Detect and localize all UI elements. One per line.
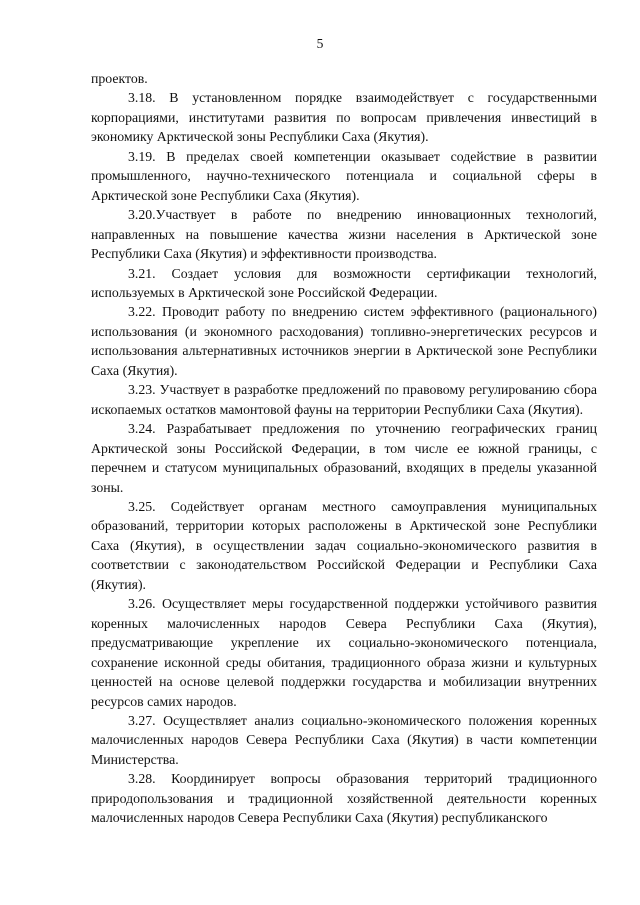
paragraph-3-18: 3.18. В установленном порядке взаимодействует с государственными корпорациями, институтами развития по вопросам привлечения инвестиций в экономику Арктической зоны Республики Саха (Якутия). bbox=[91, 90, 597, 145]
paragraph-3-28: 3.28. Координирует вопросы образования территорий традиционного природопользования и традиционной хозяйственной деятельности коренных малочисленных народов Севера Республики Саха (Якутия) республиканского bbox=[91, 771, 597, 826]
document-body bbox=[91, 69, 597, 828]
paragraph-3-21: 3.21. Создает условия для возможности сертификации технологий, используемых в Арктической зоне Российской Федерации. bbox=[91, 265, 597, 300]
paragraph-3-26: 3.26. Осуществляет меры государственной поддержки устойчивого развития коренных малочисленных народов Севера Республики Саха (Якутия), предусматривающие укрепление их социально-экономического потенциала, сохранение исконной среды обитания, традиционного образа жизни и культурных ценностей на основе целевой поддержки государства и мобилизации внутренних ресурсов самих народов. bbox=[91, 596, 597, 709]
paragraph-3-22: 3.22. Проводит работу по внедрению систем эффективного (рационального) использования (и экономного расходования) топливно-энергетических ресурсов и использования альтернативных источников энергии в Арктической зоне Республики Саха (Якутия). bbox=[91, 304, 597, 378]
paragraph-3-19: 3.19. В пределах своей компетенции оказывает содействие в развитии промышленного, научно-технического потенциала и социальной сферы в Арктической зоне Республики Саха (Якутия). bbox=[91, 148, 597, 203]
paragraph-3-20: 3.20.Участвует в работе по внедрению инновационных технологий, направленных на повышение качества жизни населения в Арктической зоне Республики Саха (Якутия) и эффективности производства. bbox=[91, 207, 597, 262]
paragraph-3-24: 3.24. Разрабатывает предложения по уточнению географических границ Арктической зоны Российской Федерации, в том числе ее южной границы, с перечнем и статусом муниципальных образований, входящих в пределы указанной зоны. bbox=[91, 421, 597, 495]
paragraph-3-25: 3.25. Содействует органам местного самоуправления муниципальных образований, территории которых расположены в Арктической зоне Республики Саха (Якутия), в осуществлении задач социально-экономического развития в соответствии с законодательством Российской Федерации и Республики Саха (Якутия). bbox=[91, 498, 597, 592]
paragraph-3-23: 3.23. Участвует в разработке предложений по правовому регулированию сбора ископаемых остатков мамонтовой фауны на территории Республики Саха (Якутия). bbox=[91, 382, 597, 417]
paragraph-3-27: 3.27. Осуществляет анализ социально-экономического положения коренных малочисленных народов Севера Республики Саха (Якутия) в части компетенции Министерства. bbox=[91, 712, 597, 767]
paragraph-continuation: проектов. bbox=[91, 71, 148, 86]
page-number: 5 bbox=[316, 36, 324, 51]
